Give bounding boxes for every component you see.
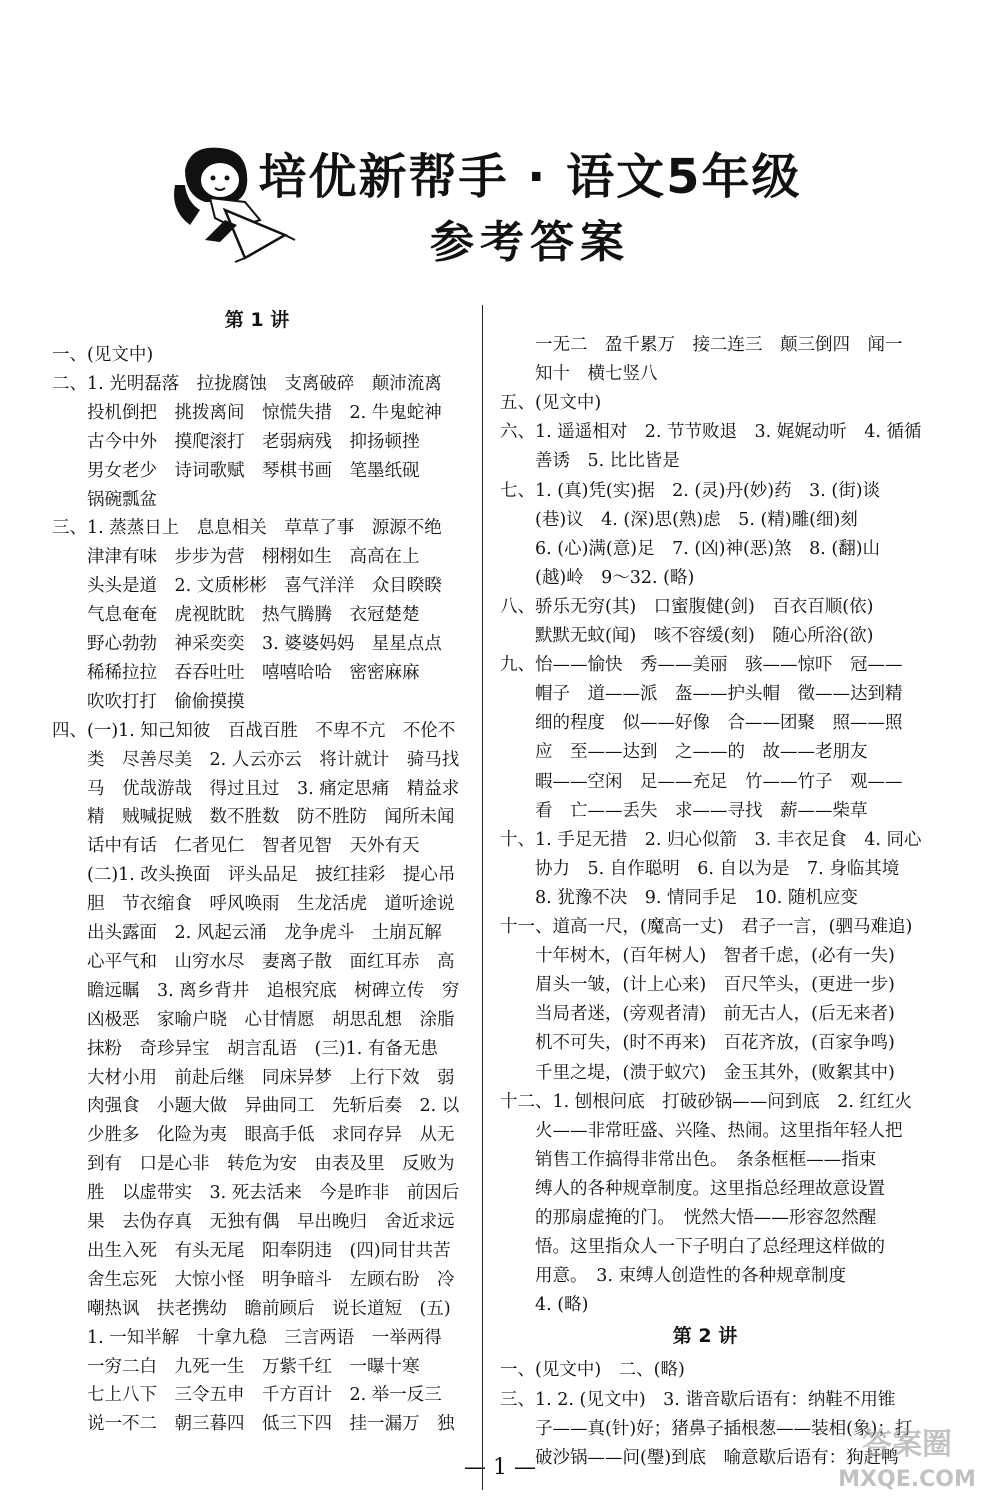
answer-line: 胆 节衣缩食 呼风唤雨 生龙活虎 道听途说 (52, 894, 455, 915)
answer-line: 四、(一)1. 知己知彼 百战百胜 不卑不亢 不伦不 (52, 720, 456, 741)
answer-line: 出生入死 有头无尾 阳奉阴违 (四)同甘共苦 (52, 1240, 451, 1261)
answer-line: 出头露面 2. 风起云涌 龙争虎斗 土崩瓦解 (52, 923, 442, 943)
answer-line: 锅碗瓢盆 (52, 489, 157, 510)
answer-line: 当局者迷，(旁观者清) 前无古人，(后无来者) (500, 1004, 895, 1025)
answer-line: 悟。这里指众人一下子明白了总经理这样做的 (500, 1237, 885, 1258)
answer-line: 古今中外 摸爬滚打 老弱病残 抑扬顿挫 (52, 431, 420, 452)
book-title: 培优新帮手 · 语文5年级 (258, 149, 802, 205)
answer-line: 津津有味 步步为营 栩栩如生 高高在上 (52, 547, 420, 568)
column-divider (482, 305, 483, 1490)
answer-line: 一穷二白 九死一生 万紫千红 一曝十寒 (52, 1356, 420, 1377)
answer-line: 看 亡——丢失 求——寻找 薪——柴草 (500, 800, 868, 821)
answer-line: 帽子 道——派 盔——护头帽 徵——达到精 (500, 684, 903, 705)
answer-line: 吹吹打打 偷偷摸摸 (52, 691, 245, 712)
lecture-2-heading: 第 2 讲 (672, 1325, 738, 1348)
answer-line: 话中有话 仁者见仁 智者见智 天外有天 (52, 836, 420, 857)
answer-line: 三、1. 蒸蒸日上 息息相关 草草了事 源源不绝 (52, 518, 442, 539)
answer-line: 十、1. 手足无措 2. 归心似箭 3. 丰衣足食 4. 同心 (500, 829, 922, 850)
answer-line: 一无二 盈千累万 接二连三 颠三倒四 闻一 (500, 335, 903, 355)
answer-line: 机不可失，(时不再来) 百花齐放，(百家争鸣) (500, 1033, 895, 1054)
answer-line: 十年树木，(百年树人) 智者千虑，(必有一失) (500, 946, 895, 967)
answer-line: 8. 犹豫不决 9. 情同手足 10. 随机应变 (500, 887, 858, 908)
answer-line: 千里之堤，(溃于蚁穴) 金玉其外，(败絮其中) (500, 1062, 895, 1083)
answer-line: 稀稀拉拉 吞吞吐吐 嘻嘻哈哈 密密麻麻 (52, 662, 420, 683)
answer-line: 缚人的各种规章制度。这里指总经理故意设置 (500, 1178, 885, 1199)
answer-line: (越)岭 9～32. (略) (500, 567, 695, 588)
answer-line: 五、(见文中) (500, 393, 602, 414)
answer-line: 野心勃勃 神采奕奕 3. 婆婆妈妈 星星点点 (52, 634, 442, 654)
answer-line: 4. (略) (500, 1295, 589, 1316)
answer-line: 抹粉 奇珍异宝 胡言乱语 (三)1. 有备无患 (52, 1038, 438, 1059)
answer-line: 男女老少 诗词歌赋 琴棋书画 笔墨纸砚 (52, 460, 420, 481)
answer-line: 的那扇虚掩的门。 恍然大悟——形容忽然醒 (500, 1208, 877, 1228)
answer-line: 火——非常旺盛、兴隆、热闹。这里指年轻人把 (500, 1120, 903, 1141)
answer-line: 善诱 5. 比比皆是 (500, 451, 680, 472)
answer-line: 应 至——达到 之——的 故——老朋友 (500, 742, 868, 763)
answer-line: 细的程度 似——好像 合——团聚 照——照 (500, 713, 903, 734)
answer-line: 马 优哉游哉 得过且过 3. 痛定思痛 精益求 (52, 778, 460, 799)
answer-line: 子——真(针)好；猪鼻子插根葱——装相(象)；打 (500, 1418, 913, 1439)
answer-line: 破沙锅——问(璺)到底 喻意歇后语有：狗赶鸭 (500, 1447, 899, 1468)
answer-line: 肉强食 小题大做 异曲同工 先斩后奏 2. 以 (52, 1096, 460, 1117)
answer-line: 十二、1. 刨根问底 打破砂锅——问到底 2. 红红火 (500, 1091, 913, 1112)
answer-line: 舍生忘死 大惊小怪 明争暗斗 左顾右盼 冷 (52, 1269, 455, 1290)
answer-line: 气息奄奄 虎视眈眈 热气腾腾 衣冠楚楚 (52, 605, 420, 626)
answer-line: 类 尽善尽美 2. 人云亦云 将计就计 骑马找 (52, 749, 460, 770)
watermark-text-cn: 答案圈 (862, 1427, 952, 1462)
answer-line: 投机倒把 挑拨离间 惊慌失措 2. 牛鬼蛇神 (52, 402, 442, 423)
page-number: — 1 — (464, 1455, 536, 1480)
answer-line: (二)1. 改头换面 评头品足 披红挂彩 提心吊 (52, 865, 456, 886)
answer-line: 九、怡——愉快 秀——美丽 骇——惊吓 冠—— (500, 655, 903, 676)
answer-line: 八、骄乐无穷(其) 口蜜腹健(剑) 百衣百顺(依) (500, 596, 874, 617)
answer-line: 凶极恶 家喻户晓 心甘情愿 胡思乱想 涂脂 (52, 1009, 455, 1030)
book-subtitle: 参考答案 (430, 217, 630, 268)
watermark-text-url: MXQE.COM (838, 1467, 976, 1492)
answer-line: 知十 横七竖八 (500, 364, 658, 385)
answer-line: 胜 以虚带实 3. 死去活来 今是昨非 前因后 (52, 1183, 460, 1204)
answer-line: 二、1. 光明磊落 拉拢腐蚀 支离破碎 颠沛流离 (52, 373, 442, 394)
lecture-1-heading: 第 1 讲 (224, 309, 290, 331)
answer-line: 说一不二 朝三暮四 低三下四 挂一漏万 独 (52, 1414, 455, 1435)
answer-line: 大材小用 前赴后继 同床异梦 上行下效 弱 (52, 1067, 455, 1088)
answer-line: 到有 口是心非 转危为安 由表及里 反败为 (52, 1154, 455, 1175)
answer-line: 1. 一知半解 十拿九稳 三言两语 一举两得 (52, 1327, 442, 1348)
answer-line: 6. (心)满(意)足 7. (凶)神(恶)煞 8. (翻)山 (500, 538, 881, 559)
answer-line: 协力 5. 自作聪明 6. 自以为是 7. 身临其境 (500, 858, 900, 879)
answer-line: 果 去伪存真 无独有偶 早出晚归 舍近求远 (52, 1212, 455, 1232)
answer-line: 销售工作搞得非常出色。 条条框框——指束 (500, 1149, 877, 1170)
answer-line: 嘲热讽 扶老携幼 瞻前顾后 说长道短 (五) (52, 1298, 451, 1319)
answer-line: 用意。 3. 束缚人创造性的各种规章制度 (500, 1266, 847, 1287)
answer-line: 暇——空闲 足——充足 竹——竹子 观—— (500, 771, 903, 792)
answer-line: 七上八下 三令五申 千方百计 2. 举一反三 (52, 1385, 442, 1406)
answer-line: 精 贼喊捉贼 数不胜数 防不胜防 闻所未闻 (52, 807, 455, 828)
answer-line: 七、1. (真)凭(实)据 2. (灵)丹(妙)药 3. (街)谈 (500, 480, 881, 501)
answer-line: 一、(见文中) 二、(略) (500, 1360, 685, 1381)
answer-line: 十一、道高一尺，(魔高一丈) 君子一言，(驷马难追) (500, 917, 913, 937)
answer-line: 六、1. 遥遥相对 2. 节节败退 3. 娓娓动听 4. 循循 (500, 422, 922, 443)
answer-line: 眉头一皱，(计上心来) 百尺竿头，(更进一步) (500, 975, 895, 996)
answer-line: 三、1. 2. (见文中) 3. 谐音歇后语有：纳鞋不用锥 (500, 1389, 896, 1410)
answer-line: 默默无蚊(闻) 咳不容缓(刻) 随心所浴(欲) (500, 626, 874, 646)
watermark-logo (822, 1420, 992, 1495)
answer-line: 心平气和 山穷水尽 妻离子散 面红耳赤 高 (52, 951, 455, 972)
answer-line: 头头是道 2. 文质彬彬 喜气洋洋 众目睽睽 (52, 576, 442, 597)
answer-line: 少胜多 化险为夷 眼高手低 求同存异 从无 (52, 1125, 455, 1146)
answer-line: (巷)议 4. (深)思(熟)虑 5. (精)雕(细)刻 (500, 509, 858, 530)
answer-line: 瞻远瞩 3. 离乡背井 追根究底 树碑立传 穷 (52, 980, 460, 1001)
answer-line: 一、(见文中) (52, 345, 154, 365)
